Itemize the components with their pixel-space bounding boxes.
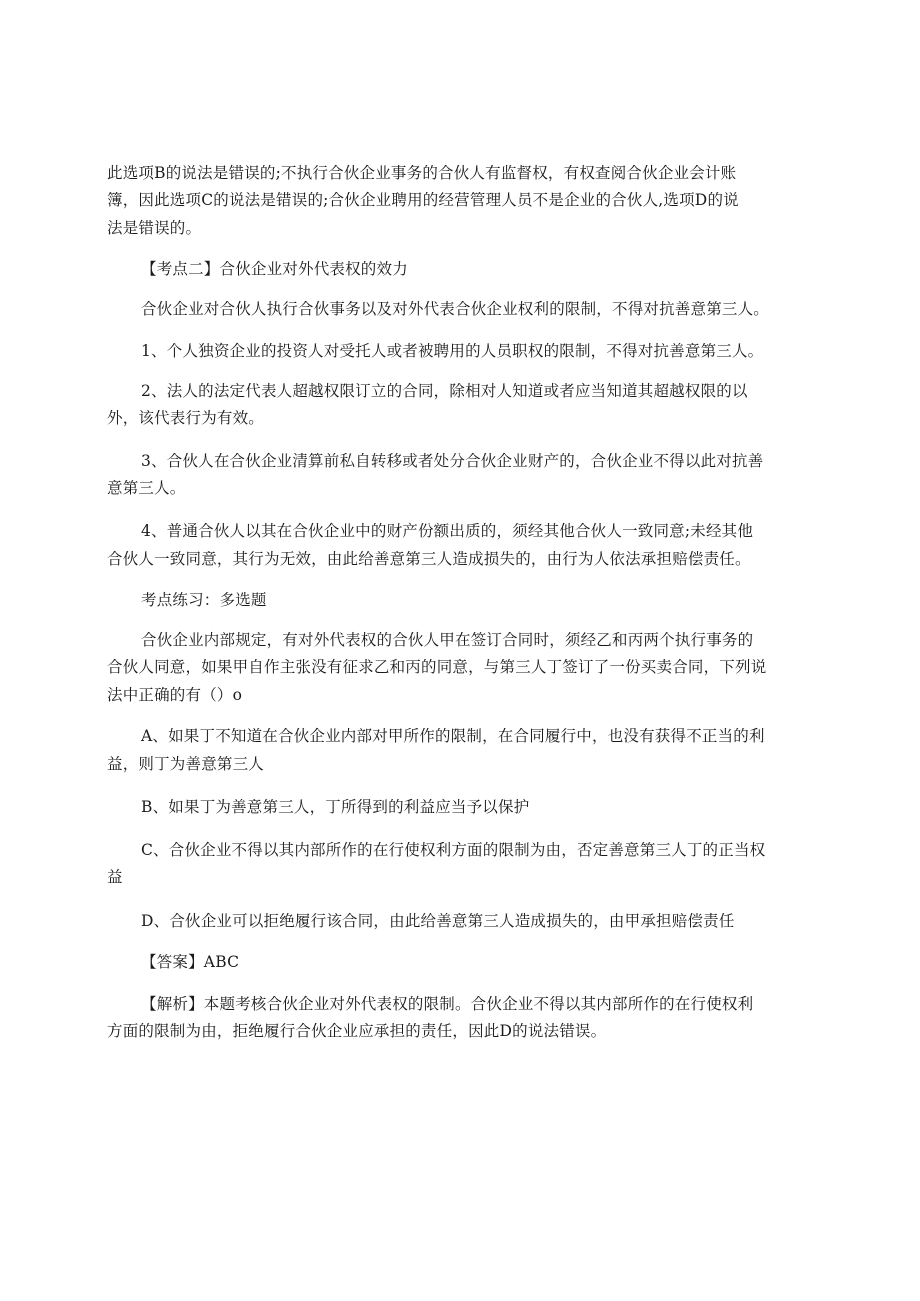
list-item: 2、法人的法定代表人超越权限订立的合同，除相对人知道或者应当知道其超越权限的以	[141, 382, 748, 400]
list-item: 3、合伙人在合伙企业清算前私自转移或者处分合伙企业财产的，合伙企业不得以此对抗善	[141, 452, 764, 470]
list-item-continuation: 合伙人一致同意，其行为无效，由此给善意第三人造成损失的，由行为人依法承担赔偿责任。	[107, 550, 751, 568]
question-text: 法中正确的有（）o	[107, 686, 243, 704]
answer: 【答案】ABC	[141, 953, 240, 971]
list-item: 4、普通合伙人以其在合伙企业中的财产份额出质的，须经其他合伙人一致同意;未经其他	[141, 522, 754, 540]
option-c-continuation: 益	[107, 868, 123, 886]
paragraph: 合伙企业对合伙人执行合伙事务以及对外代表合伙企业权利的限制，不得对抗善意第三人。	[141, 300, 770, 318]
list-item-continuation: 外，该代表行为有效。	[107, 409, 265, 427]
option-b: B、如果丁为善意第三人，丁所得到的利益应当予以保护	[141, 798, 530, 816]
text-line: 此选项B的说法是错误的;不执行合伙企业事务的合伙人有监督权，有权查阅合伙企业会计账	[107, 164, 737, 182]
option-d: D、合伙企业可以拒绝履行该合同，由此给善意第三人造成损失的，由甲承担赔偿责任	[141, 912, 735, 930]
option-c: C、合伙企业不得以其内部所作的在行使权利方面的限制为由，否定善意第三人丁的正当权	[141, 841, 766, 859]
list-item: 1、个人独资企业的投资人对受托人或者被聘用的人员职权的限制，不得对抗善意第三人。	[141, 342, 764, 360]
question-text: 合伙企业内部规定，有对外代表权的合伙人甲在签订合同时，须经乙和丙两个执行事务的	[141, 631, 754, 649]
list-item-continuation: 意第三人。	[107, 479, 186, 497]
question-text: 合伙人同意，如果甲自作主张没有征求乙和丙的同意，与第三人丁签订了一份买卖合同，下列说	[107, 658, 767, 676]
analysis: 【解析】本题考核合伙企业对外代表权的限制。合伙企业不得以其内部所作的在行使权利	[141, 995, 754, 1013]
exercise-heading: 考点练习：多选题	[141, 591, 267, 609]
text-line: 法是错误的。	[107, 219, 202, 237]
section-heading: 【考点二】合伙企业对外代表权的效力	[141, 260, 408, 278]
option-a-continuation: 益，则丁为善意第三人	[107, 755, 265, 773]
option-a: A、如果丁不知道在合伙企业内部对甲所作的限制，在合同履行中，也没有获得不正当的利	[141, 727, 765, 745]
text-line: 簿，因此选项C的说法是错误的;合伙企业聘用的经营管理人员不是企业的合伙人,选项D的说	[107, 191, 739, 209]
analysis-continuation: 方面的限制为由，拒绝履行合伙企业应承担的责任，因此D的说法错误。	[107, 1022, 607, 1040]
